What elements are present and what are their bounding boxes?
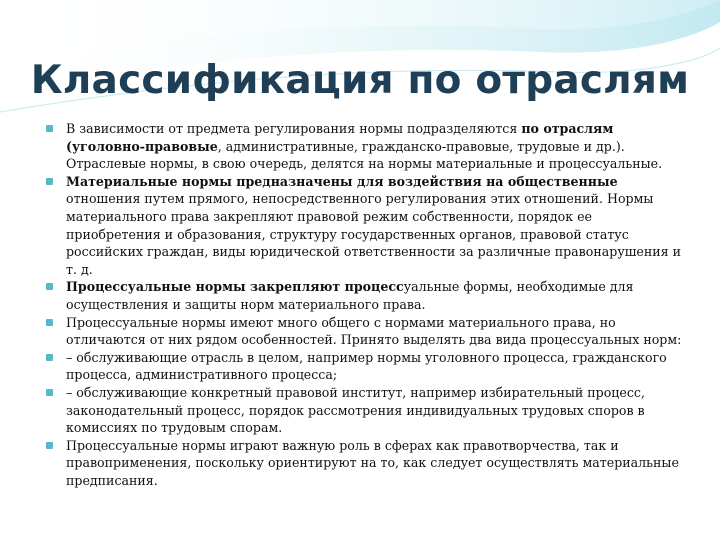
slide-title: Классификация по отраслям bbox=[30, 58, 690, 103]
bullet-text-bold: Материальные нормы предназначены для воздействия на общественные bbox=[66, 173, 618, 189]
bullet-text-bold: по отраслям (уголовно-правовые bbox=[66, 121, 614, 154]
bullet-item bbox=[44, 120, 684, 173]
bullet-text: , административные, гражданско-правовые, трудовые и др.). Отраслевые нормы, в свою очередь, делятся на нормы материальные и процессуальные. bbox=[66, 138, 663, 172]
square-bullet-icon bbox=[46, 389, 53, 396]
bullet-item bbox=[44, 173, 684, 279]
bullet-list bbox=[44, 120, 684, 489]
square-bullet-icon bbox=[46, 442, 53, 449]
bullet-text: Процессуальные нормы имеют много общего с нормами материального права, но отличаются от них рядом особенностей. Принято выделять два вида процессуальных норм: bbox=[66, 314, 682, 348]
bullet-text: В зависимости от предмета регулирования нормы подразделяются bbox=[66, 121, 522, 136]
square-bullet-icon bbox=[46, 125, 53, 132]
bullet-item bbox=[44, 437, 684, 490]
bullet-item bbox=[44, 278, 684, 313]
square-bullet-icon bbox=[46, 178, 53, 185]
bullet-text-bold: Процессуальные нормы закрепляют процесс bbox=[66, 279, 404, 295]
bullet-item bbox=[44, 349, 684, 384]
bullet-item bbox=[44, 384, 684, 437]
bullet-text: уальные формы, необходимые для осуществления и защиты норм материального права. bbox=[66, 279, 634, 312]
bullet-text: – обслуживающие конкретный правовой институт, например избирательный процесс, законодательный процесс, порядок рассмотрения индивидуальных трудовых споров в комиссиях по трудовым спорам. bbox=[66, 384, 645, 436]
bullet-text: – обслуживающие отрасль в целом, например нормы уголовного процесса, гражданского процесса, административного процесса; bbox=[66, 349, 667, 383]
square-bullet-icon bbox=[46, 283, 53, 290]
bullet-text: Процессуальные нормы играют важную роль в сферах как правотворчества, так и правоприменения, поскольку ориентируют на то, как следует осуществлять материальные предписания. bbox=[66, 437, 679, 488]
bullet-item bbox=[44, 314, 684, 349]
square-bullet-icon bbox=[46, 319, 53, 326]
square-bullet-icon bbox=[46, 354, 53, 361]
bullet-text: отношения путем прямого, непосредственного регулирования этих отношений. Нормы материального права закрепляют правовой режим собственности, порядок ее приобретения и образования, структуру государственных органов, правовой статус российских граждан, виды юридической ответственности за различные правонарушения и т. д. bbox=[66, 191, 682, 277]
